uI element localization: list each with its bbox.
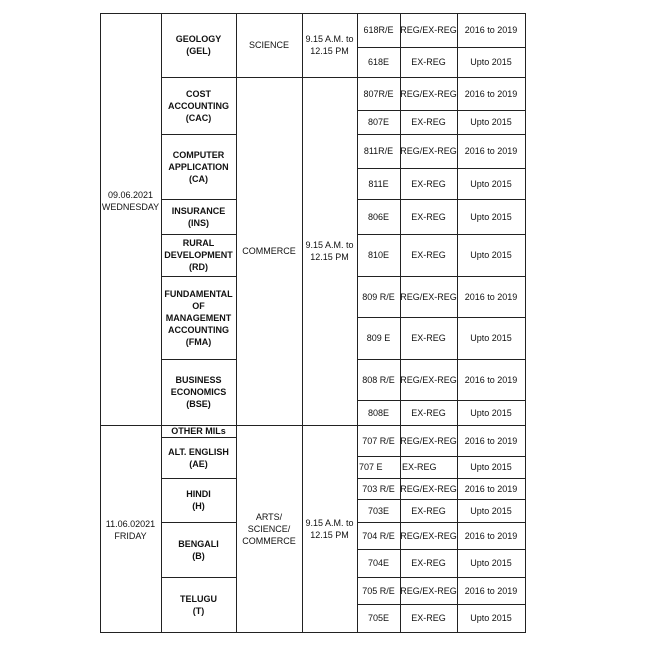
candidate-category: EX-REG — [411, 505, 446, 516]
year-range: Upto 2015 — [470, 178, 512, 189]
exam-day: FRIDAY — [114, 531, 147, 541]
subject-rd: RURAL DEVELOPMENT (RD) — [164, 238, 233, 272]
candidate-category: EX-REG — [411, 178, 446, 189]
exam-code: 807E — [367, 117, 390, 127]
candidate-category: EX-REG — [411, 407, 446, 418]
candidate-category: EX-REG — [411, 211, 446, 222]
candidate-category: EX-REG — [411, 613, 446, 623]
exam-time-1: 9.15 A.M. to 12.15 PM — [305, 34, 354, 56]
year-range: 2016 to 2019 — [464, 585, 518, 596]
exam-code: 707 E — [359, 462, 383, 472]
candidate-category: REG/EX-REG — [400, 291, 457, 302]
stream-commerce: COMMERCE — [242, 246, 296, 256]
subject-cac: COST ACCOUNTING (CAC) — [168, 88, 229, 123]
year-range: 2016 to 2019 — [464, 435, 518, 446]
year-range: Upto 2015 — [470, 407, 512, 418]
subject-ca: COMPUTER APPLICATION (CA) — [168, 149, 229, 184]
exam-code: 704E — [367, 558, 390, 568]
candidate-category: REG/EX-REG — [400, 146, 457, 156]
candidate-category: REG/EX-REG — [400, 374, 457, 385]
exam-code: 809 E — [366, 333, 391, 343]
exam-code: 811R/E — [363, 146, 394, 156]
candidate-category: EX-REG — [411, 117, 446, 127]
exam-code: 703 R/E — [362, 483, 395, 494]
year-range: Upto 2015 — [470, 117, 512, 127]
candidate-category: EX-REG — [411, 250, 446, 260]
subject-fma: FUNDAMENTAL OF MANAGEMENT ACCOUNTING (FMA) — [164, 288, 233, 347]
candidate-category: EX-REG — [411, 558, 446, 568]
table-grid-hline — [100, 632, 526, 633]
subject-ins: INSURANCE (INS) — [171, 205, 226, 228]
exam-code: 807R/E — [363, 88, 394, 99]
exam-code: 703E — [367, 505, 390, 516]
year-range: Upto 2015 — [470, 462, 512, 472]
stream-all: ARTS/ SCIENCE/ COMMERCE — [242, 511, 296, 546]
year-range: 2016 to 2019 — [464, 25, 518, 35]
subject-bse: BUSINESS ECONOMICS (BSE) — [170, 375, 227, 409]
candidate-category: REG/EX-REG — [400, 25, 457, 35]
year-range: 2016 to 2019 — [464, 291, 518, 302]
year-range: Upto 2015 — [470, 333, 512, 343]
candidate-category: REG/EX-REG — [400, 530, 457, 541]
candidate-category: REG/EX-REG — [400, 88, 457, 99]
stream-science: SCIENCE — [248, 40, 289, 50]
candidate-category: REG/EX-REG — [400, 435, 457, 446]
exam-code: 618R/E — [363, 25, 394, 35]
candidate-category: REG/EX-REG — [400, 483, 457, 494]
subject-t: TELUGU (T) — [180, 593, 217, 616]
exam-code: 811E — [368, 178, 389, 189]
candidate-category: REG/EX-REG — [400, 585, 457, 596]
exam-code: 707 R/E — [362, 435, 395, 446]
year-range: 2016 to 2019 — [464, 88, 518, 99]
exam-day: WEDNESDAY — [101, 202, 160, 212]
exam-code: 705 R/E — [362, 585, 395, 596]
year-range: Upto 2015 — [470, 57, 512, 67]
subject-gel: GEOLOGY (GEL) — [175, 34, 222, 56]
exam-code: 705E — [367, 613, 390, 623]
table-grid-vline — [525, 13, 526, 633]
exam-code: 809 R/E — [362, 291, 395, 302]
year-range: 2016 to 2019 — [464, 374, 518, 385]
exam-date-1: 09.06.2021 WEDNESDAY — [101, 190, 160, 212]
exam-time-3: 9.15 A.M. to 12.15 PM — [305, 517, 354, 540]
year-range: Upto 2015 — [470, 211, 512, 222]
year-range: 2016 to 2019 — [464, 483, 518, 494]
exam-code: 618E — [367, 57, 390, 67]
subject-b: BENGALI (B) — [178, 538, 219, 561]
exam-code: 810E — [367, 250, 390, 260]
candidate-category: EX-REG — [411, 333, 446, 343]
subject-ae: ALT. ENGLISH (AE) — [168, 446, 229, 469]
candidate-category: EX-REG — [402, 462, 437, 472]
subject-other-mils: OTHER MILs — [171, 426, 226, 436]
year-range: Upto 2015 — [470, 250, 512, 260]
exam-code: 808 R/E — [362, 374, 395, 385]
year-range: Upto 2015 — [470, 558, 512, 568]
year-range: 2016 to 2019 — [464, 146, 518, 156]
exam-date-2: 11.06.02021 FRIDAY — [105, 519, 156, 541]
exam-code: 806E — [367, 211, 390, 222]
year-range: Upto 2015 — [470, 505, 512, 516]
exam-code: 704 R/E — [362, 530, 395, 541]
exam-time-2: 9.15 A.M. to 12.15 PM — [305, 240, 354, 262]
subject-h: HINDI (H) — [186, 489, 211, 511]
year-range: 2016 to 2019 — [464, 530, 518, 541]
exam-code: 808E — [367, 407, 390, 418]
candidate-category: EX-REG — [411, 57, 446, 67]
year-range: Upto 2015 — [470, 613, 512, 623]
